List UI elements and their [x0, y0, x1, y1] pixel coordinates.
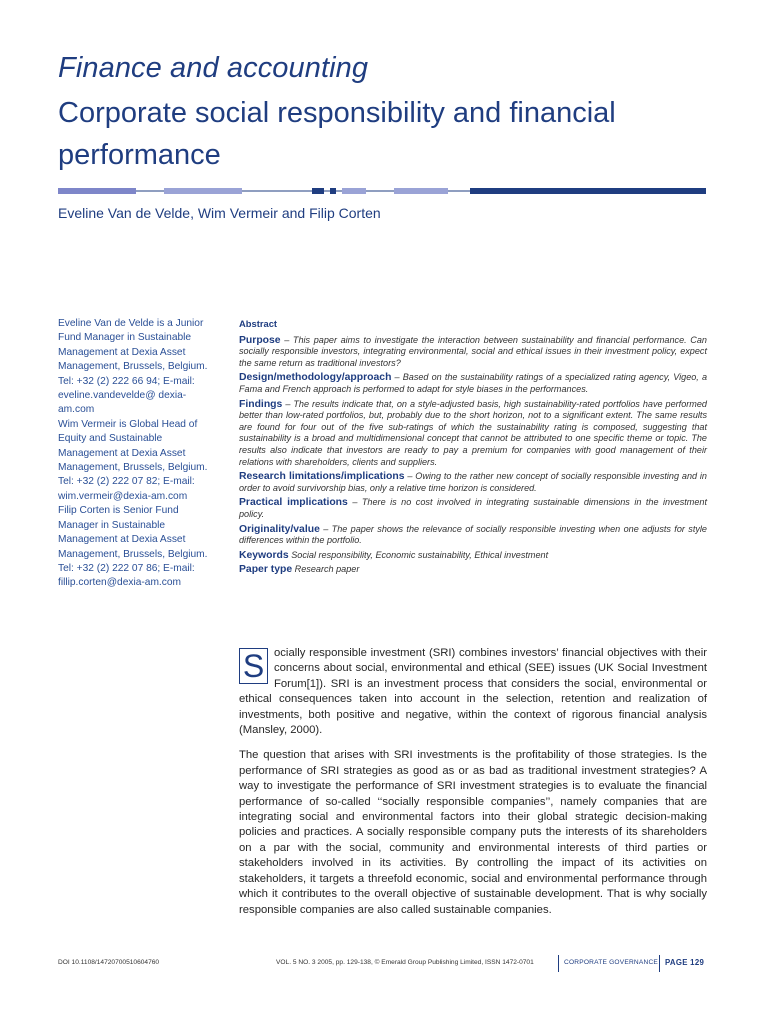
decorative-rule — [58, 187, 706, 195]
affiliation-van-de-velde: Eveline Van de Velde is a Junior Fund Manager in Sustainable Management at Dexia Asset Management, Brussels, Belgium. Tel: +32 (2) 222 66 94; E-mail: eveline.vandevelde@ dexia-am.com — [58, 318, 208, 416]
abstract-label: Paper type — [239, 564, 293, 576]
abstract-findings: Findings – The results indicate that, on a style-adjusted basis, high sustainability-rated portfolios have performed better than low-rated portfolios, but, probably due to the short horizon, not to a significant extent. The same results are found for four out of the five sub-ratings of which the sustainability rating is composed, suggesting that sustainability is a broad and multidimensional concept that cannot be attributed to one specific theme or topic. The results also indicate that investors are ready to pay a premium for companies with good management of their relations with shareholders, clients and suppliers. — [239, 398, 707, 467]
abstract-label: Originality/value — [239, 523, 320, 535]
body-paragraph — [239, 646, 707, 738]
abstract-originality: Originality/value – The paper shows the relevance of socially responsible investing when one adjusts for style differences within the portfolio. — [239, 523, 707, 546]
body-text — [239, 646, 707, 928]
footer-page-number: PAGE 129 — [665, 958, 705, 967]
abstract-text: There is no cost involved in integrating sustainable dimensions in the investment policy. — [239, 497, 708, 519]
abstract-practical: Practical implications – There is no cost involved in integrating sustainable dimensions in the investment policy. — [239, 497, 708, 519]
footer-journal-name: CORPORATE GOVERNANCE — [564, 959, 659, 966]
abstract-design: Design/methodology/approach – Based on the sustainability ratings of a specialized rating agency, Vigeo, a Fama and French approach is performed to adapt for style biases in the performances. — [239, 372, 707, 394]
abstract-label: Purpose — [239, 334, 281, 346]
abstract-label: Research limitations/implications — [239, 471, 405, 483]
abstract-text: This paper aims to investigate the interaction between sustainability and financial performance. Can socially responsible investors, integrating environmental, social and ethical issues in their investment policy, expect the same return as traditional investors? — [239, 334, 707, 368]
affiliation-vermeir: Wim Vermeir is Global Head of Equity and Sustainable Management at Dexia Asset Management, Brussels, Belgium. Tel: +32 (2) 222 07 82; E-mail: wim.vermeir@dexia-am.com — [58, 418, 208, 502]
paper-title: Corporate social responsibility and financial performance — [58, 97, 616, 171]
abstract-text: Owing to the rather new concept of socially responsible investing and in order to avoid survivorship bias, only a relative time horizon is considered. — [239, 471, 707, 493]
abstract-label: Practical implications — [239, 497, 348, 509]
footer-doi: DOI 10.1108/14720700510604760 — [58, 959, 160, 966]
footer-divider — [558, 955, 559, 972]
abstract-text: Based on the sustainability ratings of a specialized rating agency, Vigeo, a Fama and French approach is performed to adapt for style biases in the performances. — [239, 372, 707, 394]
abstract — [239, 318, 707, 579]
abstract-text: The results indicate that, on a style-adjusted basis, high sustainability-rated portfolios have performed better than low-rated portfolios, but, probably due to the short horizon, not to a significant extent. The same results are found for four out of the five sub-ratings of which the sustainability rating is composed, suggesting that sustainability is a broad and multidimensional concept that cannot be attributed to one specific theme or topic. The results also indicate that investors are ready to pay a premium for companies with good management of their relations with shareholders, clients and suppliers. — [239, 398, 707, 467]
section-title: Finance and accounting — [58, 52, 369, 84]
abstract-keywords — [239, 550, 707, 562]
footer-divider — [659, 955, 660, 972]
author-list: Eveline Van de Velde, Wim Vermeir and Filip Corten — [58, 205, 381, 221]
abstract-purpose: Purpose – This paper aims to investigate the interaction between sustainability and financial performance. Can socially responsible investors, integrating environmental, social and ethical issues in their investment policy, expect the same return as traditional investors? — [239, 334, 707, 368]
abstract-text: Social responsibility, Economic sustainability, Ethical investment — [291, 549, 549, 560]
abstract-label: Design/methodology/approach — [239, 372, 392, 384]
body-paragraph-text: ocially responsible investment (SRI) combines investors’ financial objectives with their concerns about social, environmental and ethical (SEE) issues (UK Social Investment Forum[1]). SRI is an investment process that considers the social, environmental or ethical consequences taken into account in the selection, retention and realization of investments, both positive and negative, within the context of rigorous financial analysis (Mansley, 2000). — [239, 647, 707, 737]
abstract-heading: Abstract — [239, 318, 278, 329]
abstract-text: Research paper — [294, 564, 360, 575]
author-affiliations — [58, 317, 218, 591]
abstract-text: The paper shows the relevance of socially responsible investing when one adjusts for style differences within the portfolio. — [239, 523, 707, 546]
affiliation-corten: Filip Corten is Senior Fund Manager in Sustainable Management at Dexia Asset Management, Brussels, Belgium. Tel: +32 (2) 222 07 86; E-mail: fillip.corten@dexia-am.com — [58, 505, 208, 589]
body-paragraph: The question that arises with SRI investments is the profitability of those strategies. Is the performance of SRI strategies as good as or as bad as traditional investment strategies? A way to investigate the performance of SRI investment strategies is to evaluate the financial performance of so-called ‘‘socially responsible companies’’, namely companies that are integrating social and environmental factors into their global strategic decision-making policies and practices. A socially responsible company puts the interests of its shareholders on a par with the social, community and environmental interests of third parties or stakeholders involved in its activities. By controlling the impact of its activities on stakeholders, it targets a threefold economic, social and environmental performance through which it contributes to the overall objective of sustainable development. That is why socially responsible companies are also called sustainable companies. — [239, 749, 707, 916]
drop-cap: S — [239, 648, 268, 684]
abstract-label: Keywords — [239, 549, 289, 561]
abstract-label: Findings — [239, 398, 283, 410]
abstract-paper-type — [239, 564, 707, 576]
page-footer — [58, 955, 708, 973]
abstract-limitations: Research limitations/implications – Owing to the rather new concept of socially responsible investing and in order to avoid survivorship bias, only a relative time horizon is considered. — [239, 471, 707, 493]
footer-volume-info: VOL. 5 NO. 3 2005, pp. 129-138, © Emerald Group Publishing Limited, ISSN 1472-0701 — [276, 959, 534, 966]
